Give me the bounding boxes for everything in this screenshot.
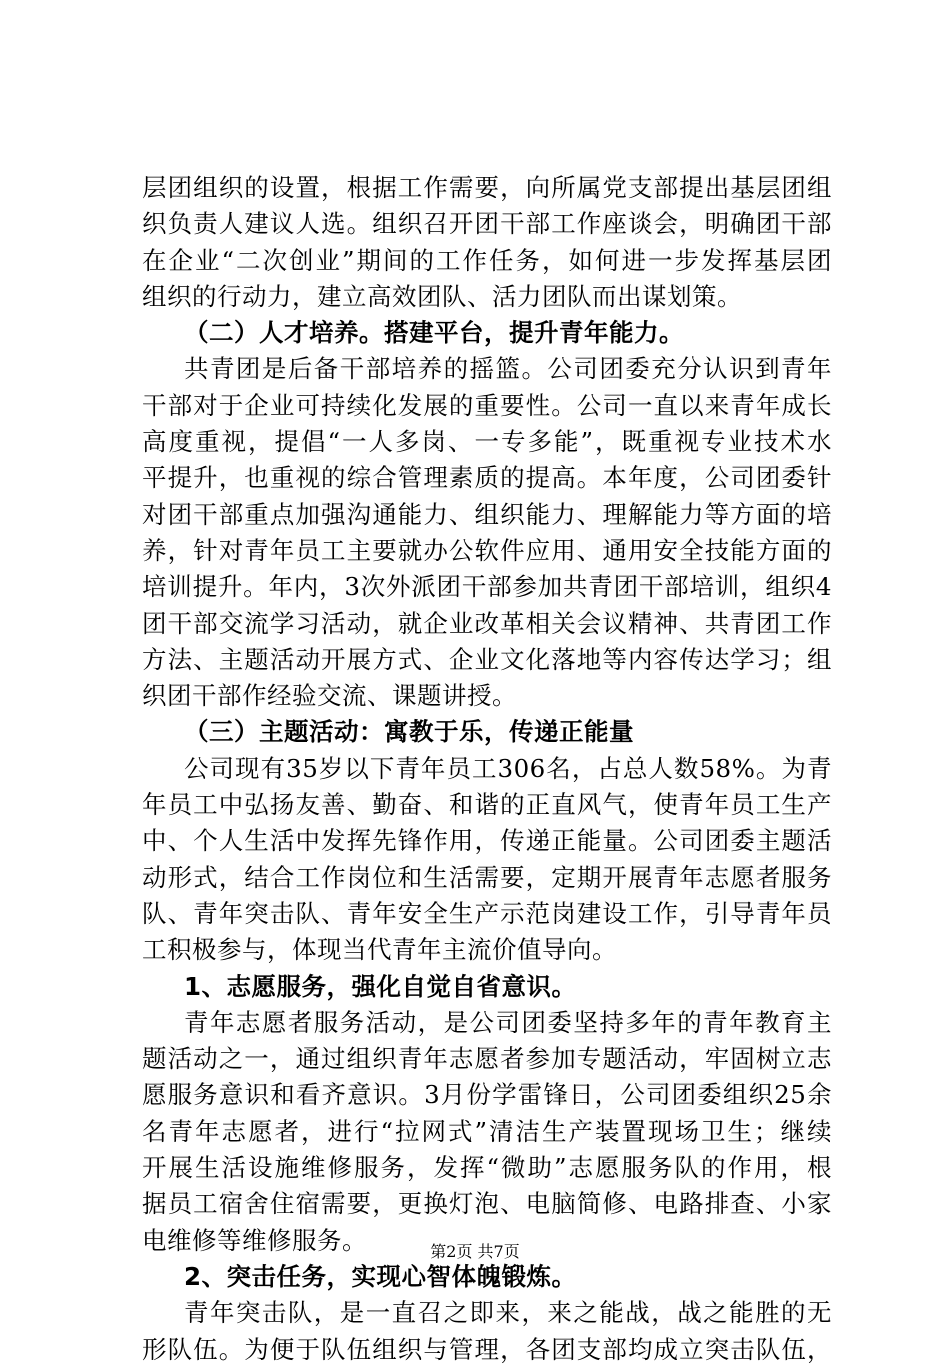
paragraph-line: 年员工中弘扬友善、勤奋、和谐的正直风气，使青年员工生产 [142, 790, 832, 820]
page-footer: 第2页 共7页 [430, 1242, 520, 1261]
paragraph-line: 形队伍。为便于队伍组织与管理，各团支部均成立突击队伍， [142, 1334, 832, 1364]
paragraph-line: 组织的行动力，建立高效团队、活力团队而出谋划策。 [142, 281, 742, 311]
paragraph-line: 对团干部重点加强沟通能力、组织能力、理解能力等方面的培 [142, 499, 832, 529]
paragraph-line: 中、个人生活中发挥先锋作用，传递正能量。公司团委主题活 [142, 826, 832, 856]
paragraph-line: 青年志愿者服务活动，是公司团委坚持多年的青年教育主 [184, 1007, 832, 1037]
paragraph-line: 名青年志愿者，进行“拉网式”清洁生产装置现场卫生；继续 [142, 1116, 832, 1146]
paragraph-line: 动形式，结合工作岗位和生活需要，定期开展青年志愿者服务 [142, 862, 832, 892]
paragraph-line: 干部对于企业可持续化发展的重要性。公司一直以来青年成长 [142, 390, 832, 420]
section-heading: 2、突击任务，实现心智体魄锻炼。 [184, 1261, 577, 1291]
section-heading: （二）人才培养。搭建平台，提升青年能力。 [184, 318, 684, 348]
paragraph-line: 公司现有35岁以下青年员工306名，占总人数58%。为青 [184, 753, 832, 783]
paragraph-line: 电维修等维修服务。 [142, 1225, 367, 1255]
section-heading: 1、志愿服务，强化自觉自省意识。 [184, 971, 577, 1001]
paragraph-line: 队、青年突击队、青年安全生产示范岗建设工作，引导青年员 [142, 898, 832, 928]
paragraph-line: 团干部交流学习活动，就企业改革相关会议精神、共青团工作 [142, 608, 832, 638]
paragraph-line: 开展生活设施维修服务，发挥“微助”志愿服务队的作用，根 [142, 1153, 832, 1183]
paragraph-line: 方法、主题活动开展方式、企业文化落地等内容传达学习；组 [142, 644, 832, 674]
paragraph-line: 在企业“二次创业”期间的工作任务，如何进一步发挥基层团 [142, 245, 832, 275]
paragraph-line: 织团干部作经验交流、课题讲授。 [142, 681, 517, 711]
paragraph-line: 层团组织的设置，根据工作需要，向所属党支部提出基层团组 [142, 173, 832, 202]
paragraph-line: 共青团是后备干部培养的摇篮。公司团委充分认识到青年 [184, 354, 832, 384]
paragraph-line: 愿服务意识和看齐意识。3月份学雷锋日，公司团委组织25余 [142, 1080, 832, 1110]
section-heading: （三）主题活动：寓教于乐，传递正能量 [184, 717, 634, 747]
paragraph-line: 平提升，也重视的综合管理素质的提高。本年度，公司团委针 [142, 463, 832, 493]
paragraph-line: 养，针对青年员工主要就办公软件应用、通用安全技能方面的 [142, 535, 832, 565]
paragraph-line: 据员工宿舍住宿需要，更换灯泡、电脑简修、电路排查、小家 [142, 1189, 832, 1219]
paragraph-line: 工积极参与，体现当代青年主流价值导向。 [142, 935, 617, 965]
paragraph-line: 高度重视，提倡“一人多岗、一专多能”，既重视专业技术水 [142, 427, 832, 457]
paragraph-line: 青年突击队，是一直召之即来，来之能战，战之能胜的无 [184, 1298, 832, 1328]
paragraph-line: 培训提升。年内，3次外派团干部参加共青团干部培训，组织4 [142, 572, 832, 602]
document-body [142, 170, 832, 1368]
paragraph-line: 题活动之一，通过组织青年志愿者参加专题活动，牢固树立志 [142, 1044, 832, 1074]
paragraph-line: 织负责人建议人选。组织召开团干部工作座谈会，明确团干部 [142, 209, 832, 239]
